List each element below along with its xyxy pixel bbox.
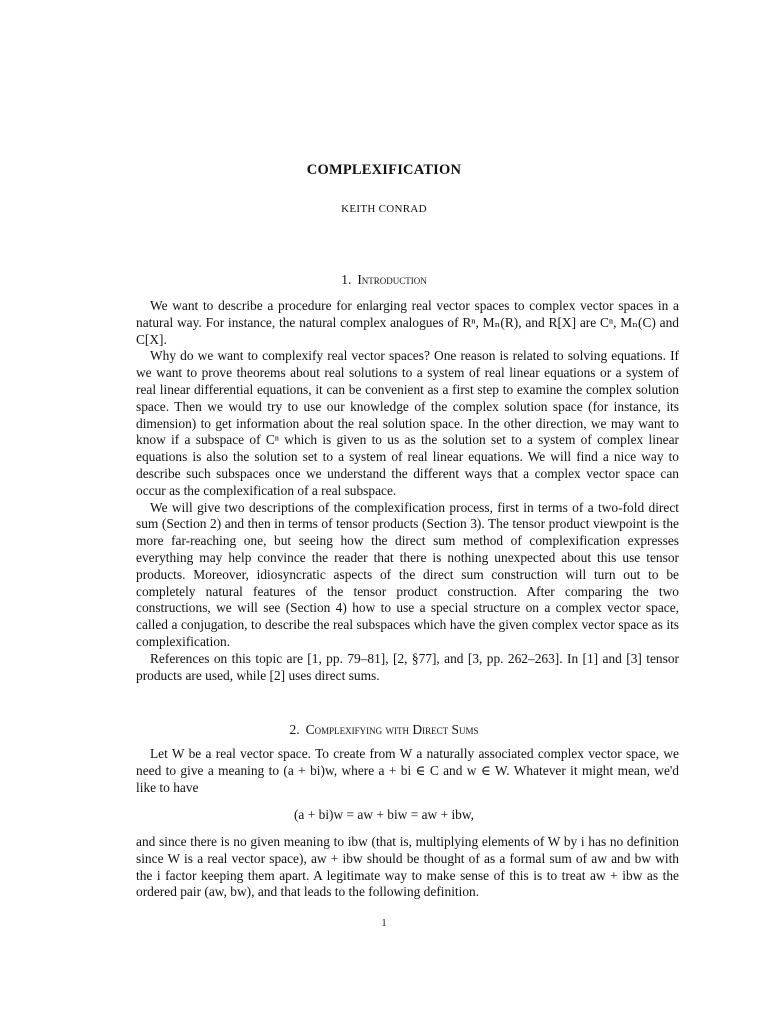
- section-1-title: Introduction: [357, 272, 427, 287]
- paragraph: We will give two descriptions of the complexification process, first in terms of a two-fold direct sum (Section 2) and then in terms of tensor products (Section 3). The tensor product viewpoint is the more far-reaching one, but seeing how the direct sum method of complexification expresses everything may help convince the reader that there is nothing unexpected about this use tensor products. Moreover, idiosyncratic aspects of the direct sum construction will turn out to be completely natural features of the tensor product construction. After comparing the two constructions, we will see (Section 4) how to use a special structure on a complex vector space, called a conjugation, to describe the real subspaces which have the given complex vector space as its complexification.: [136, 499, 679, 649]
- paper-title: COMPLEXIFICATION: [306, 162, 462, 178]
- section-2-heading: [0, 722, 768, 738]
- paragraph: Let W be a real vector space. To create from W a naturally associated complex vector space, we need to give a meaning to (a + bi)w, where a + bi ∈ C and w ∈ W. Whatever it might mean, we'd like to have: [136, 746, 679, 795]
- section-1-body: [136, 298, 679, 684]
- section-1-heading: [0, 272, 768, 288]
- section-2-body-bottom: [136, 834, 679, 901]
- author-name: KEITH CONRAD: [341, 203, 427, 215]
- paragraph: We want to describe a procedure for enlarging real vector spaces to complex vector spaces in a natural way. For instance, the natural complex analogues of Rⁿ, Mₙ(R), and R[X] are Cⁿ, Mₙ(C) and C[X].: [136, 298, 679, 347]
- section-1-number: 1.: [341, 272, 352, 287]
- page-number: 1: [381, 918, 387, 929]
- section-2-number: 2.: [289, 722, 300, 737]
- section-2-body-top: [136, 746, 679, 796]
- paragraph: References on this topic are [1, pp. 79–81], [2, §77], and [3, pp. 262–263]. In [1] and [3] tensor products are used, while [2] uses direct sums.: [136, 650, 679, 683]
- paragraph: and since there is no given meaning to ibw (that is, multiplying elements of W by i has no definition since W is a real vector space), aw + ibw should be thought of as a formal sum of aw and bw with the i factor keeping them apart. A legitimate way to make sense of this is to treat aw + ibw as the ordered pair (aw, bw), and that leads to the following definition.: [136, 834, 679, 900]
- section-2-title: Complexifying with Direct Sums: [305, 722, 479, 737]
- paragraph: Why do we want to complexify real vector spaces? One reason is related to solving equations. If we want to prove theorems about real solutions to a system of real linear equations or a system of real linear differential equations, it can be convenient as a first step to examine the complex solution space. Then we would try to use our knowledge of the complex solution space (for instance, its dimension) to get information about the real solution space. In the other direction, we may want to know if a subspace of Cⁿ which is given to us as the solution set to a system of complex linear equations is also the solution set to a system of real linear equations. We will find a nice way to describe such subspaces once we understand the different ways that a complex vector space can occur as the complexification of a real subspace.: [136, 348, 679, 498]
- display-equation: (a + bi)w = aw + biw = aw + ibw,: [293, 807, 475, 822]
